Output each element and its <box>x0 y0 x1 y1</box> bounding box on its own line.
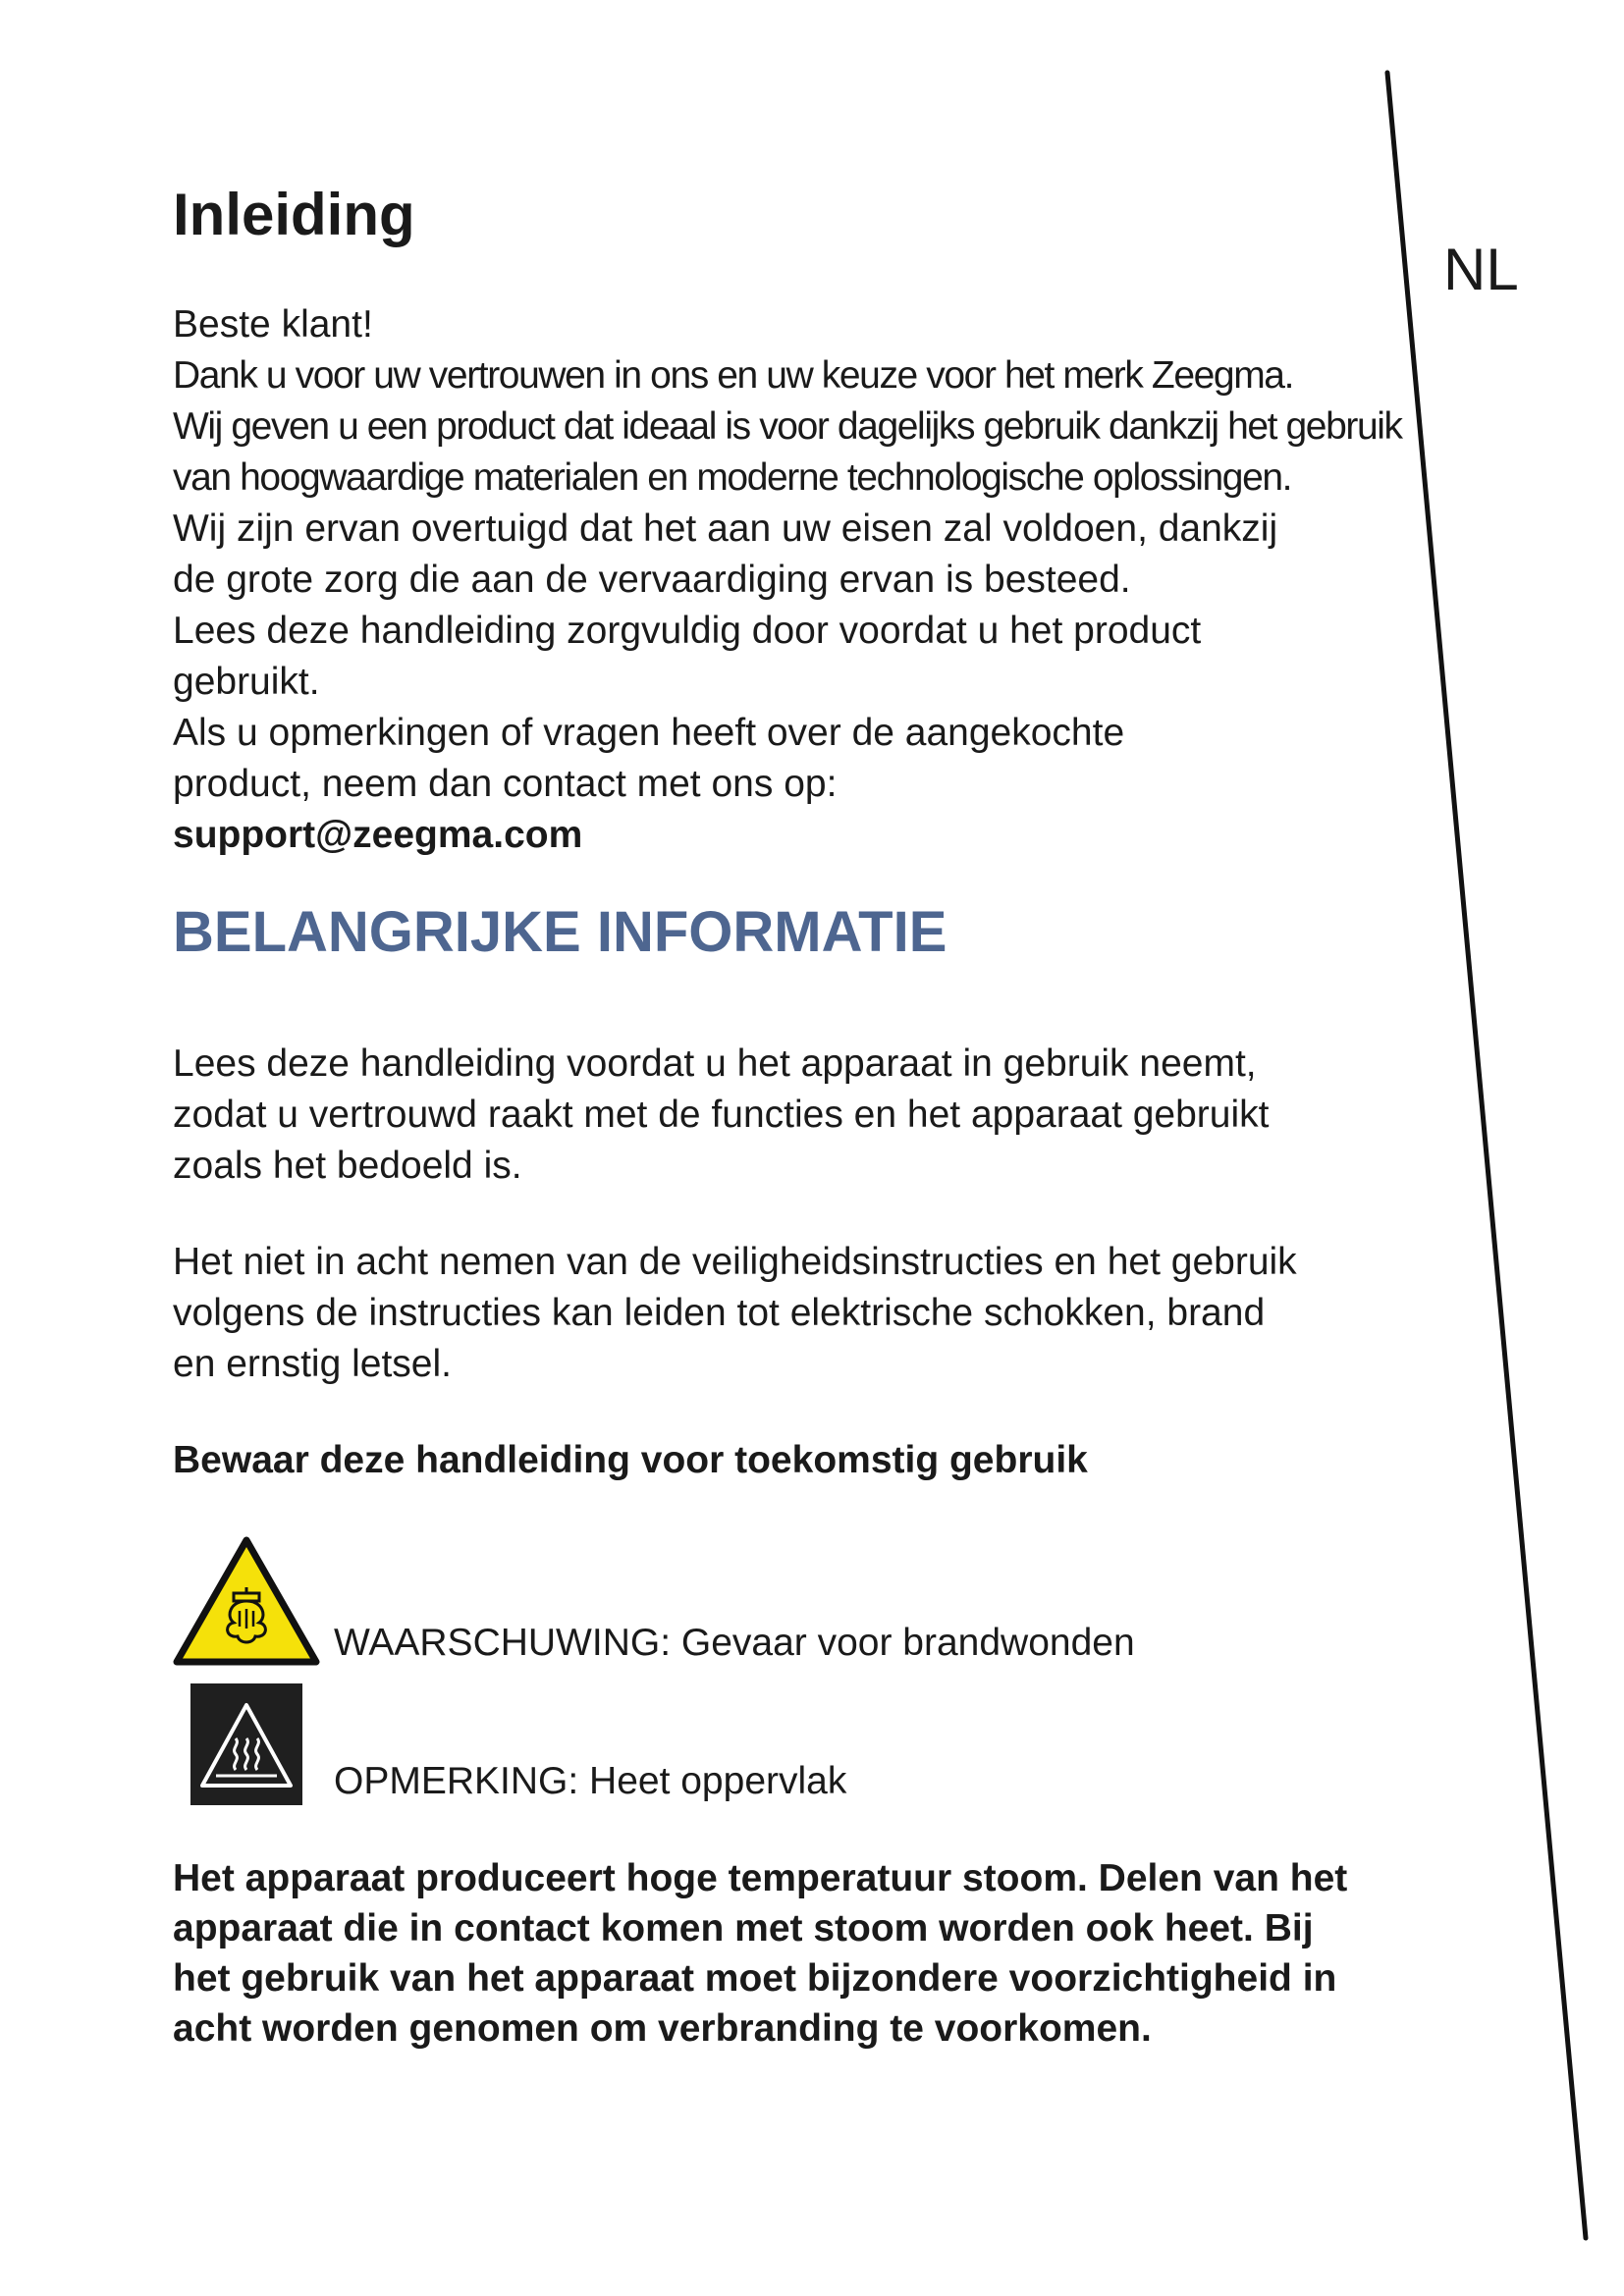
steam-warning-line: het gebruik van het apparaat moet bijzondere voorzichtigheid in <box>173 1957 1337 2000</box>
important-title: BELANGRIJKE INFORMATIE <box>173 900 947 964</box>
intro-line: Wij zijn ervan overtuigd dat het aan uw eisen zal voldoen, dankzij <box>173 507 1278 550</box>
intro-line: Wij geven u een product dat ideaal is voor dagelijks gebruik dankzij het gebruik <box>173 405 1402 448</box>
paragraph-line: en ernstig letsel. <box>173 1343 452 1385</box>
steam-warning <box>173 1853 1410 2054</box>
burn-warning-row <box>173 1536 1135 1669</box>
hot-surface-icon <box>173 1682 320 1807</box>
paragraph-line: Lees deze handleiding voordat u het apparaat in gebruik neemt, <box>173 1042 1257 1085</box>
paragraph-safety <box>173 1237 1410 1390</box>
steam-warning-line: Het apparaat produceert hoge temperatuur stoom. Delen van het <box>173 1857 1348 1899</box>
intro-line: gebruikt. <box>173 661 320 703</box>
paragraph-read-manual <box>173 1039 1410 1192</box>
paragraph-line: zoals het bedoeld is. <box>173 1145 522 1187</box>
intro-line: Dank u voor uw vertrouwen in ons en uw keuze voor het merk Zeegma. <box>173 354 1294 397</box>
intro-line: Als u opmerkingen of vragen heeft over de aangekochte <box>173 712 1125 754</box>
intro-line: product, neem dan contact met ons op: <box>173 763 838 805</box>
hot-surface-row <box>173 1682 846 1807</box>
intro-line: Beste klant! <box>173 303 373 346</box>
support-email[interactable]: support@zeegma.com <box>173 814 583 856</box>
intro-line: Lees deze handleiding zorgvuldig door voordat u het product <box>173 610 1202 652</box>
burn-warning-text: WAARSCHUWING: Gevaar voor brandwonden <box>334 1622 1135 1664</box>
burn-hazard-icon <box>173 1536 320 1669</box>
paragraph-line: zodat u vertrouwd raakt met de functies en het apparaat gebruikt <box>173 1094 1270 1136</box>
language-label: NL <box>1443 237 1519 302</box>
hot-surface-text: OPMERKING: Heet oppervlak <box>334 1760 847 1802</box>
paragraph-line: volgens de instructies kan leiden tot elektrische schokken, brand <box>173 1292 1266 1334</box>
keep-manual-note <box>173 1435 1410 1486</box>
intro-line: de grote zorg die aan de vervaardiging ervan is besteed. <box>173 559 1131 601</box>
intro-line: van hoogwaardige materialen en moderne technologische oplossingen. <box>173 456 1292 499</box>
intro-text <box>173 299 1410 861</box>
steam-warning-line: apparaat die in contact komen met stoom worden ook heet. Bij <box>173 1907 1314 1949</box>
intro-title: Inleiding <box>173 182 415 247</box>
steam-warning-line: acht worden genomen om verbranding te voorkomen. <box>173 2007 1152 2050</box>
paragraph-line: Het niet in acht nemen van de veiligheidsinstructies en het gebruik <box>173 1241 1297 1283</box>
keep-note-text: Bewaar deze handleiding voor toekomstig gebruik <box>173 1439 1088 1481</box>
